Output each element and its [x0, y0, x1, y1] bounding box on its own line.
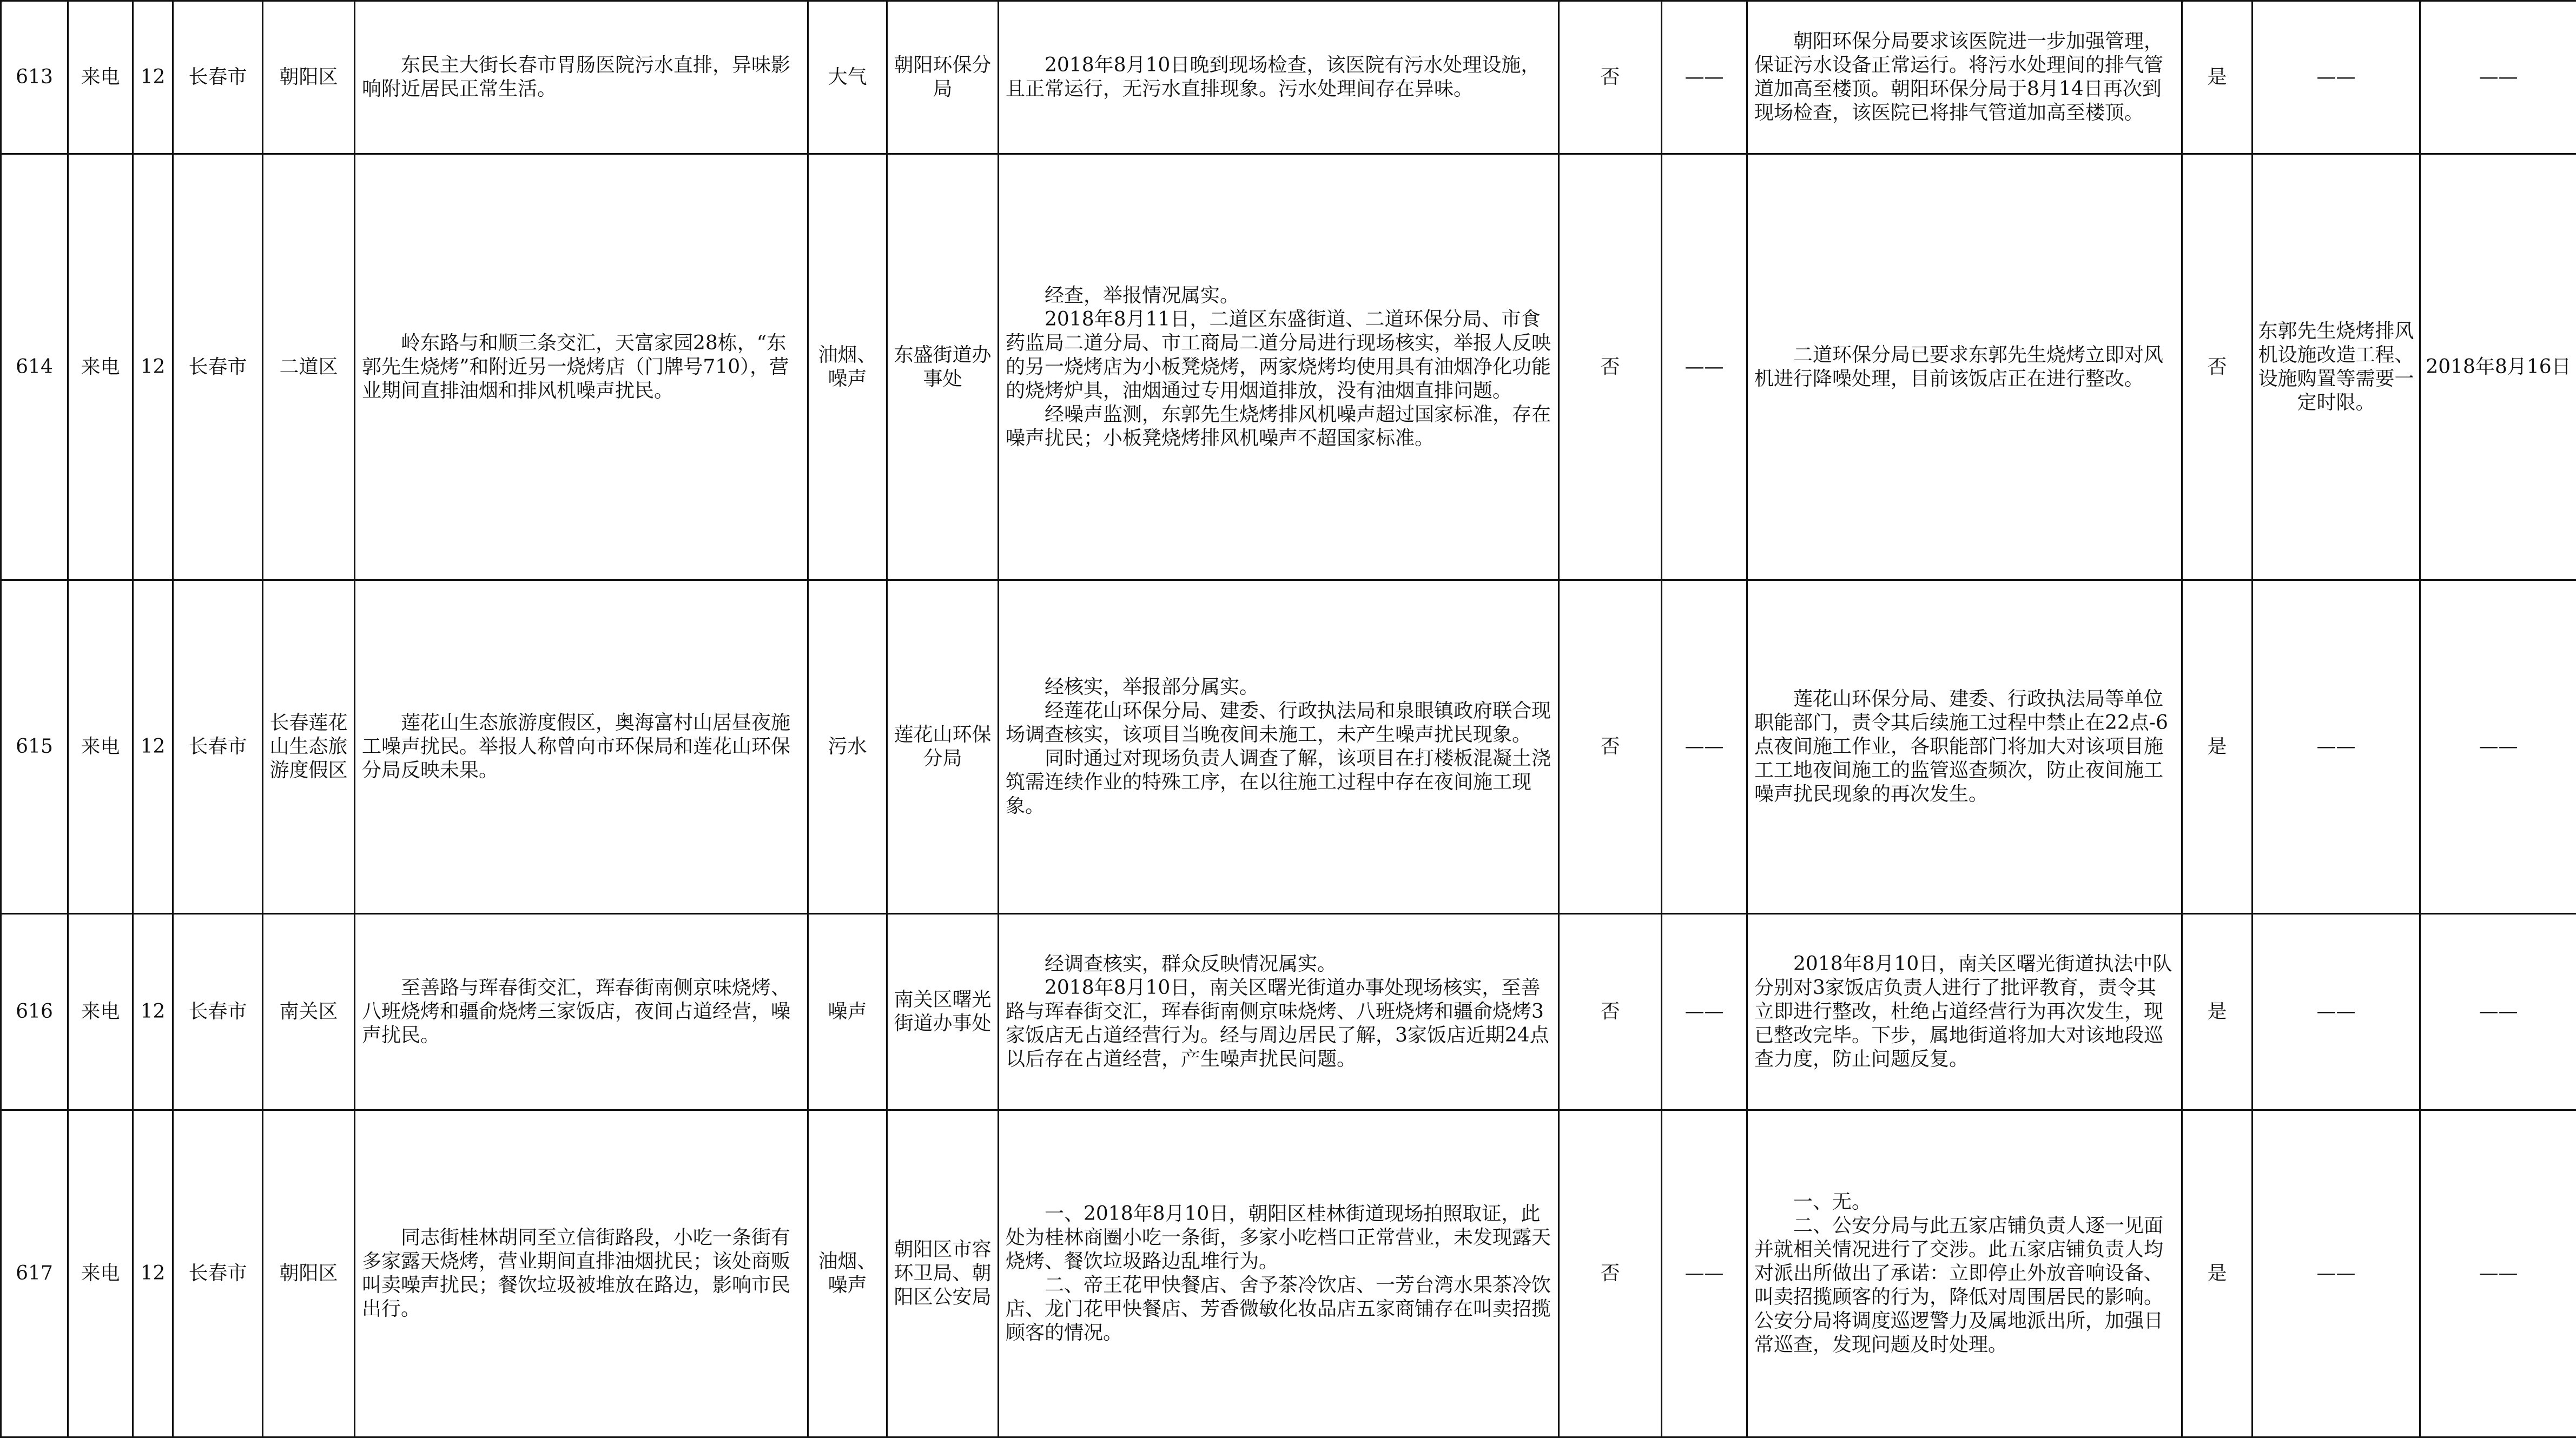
pollution-type-cell: 噪声 — [808, 914, 887, 1110]
batch-cell: 12 — [133, 914, 173, 1110]
handler-cell: 东盛街道办事处 — [887, 154, 999, 580]
result-paragraph: 二道环保分局已要求东郭先生烧烤立即对风机进行降噪处理，目前该饭店正在进行整改。 — [1754, 343, 2175, 391]
table-row — [1, 914, 2576, 1110]
source-cell: 来电 — [68, 154, 133, 580]
table-row — [1, 580, 2576, 914]
source-cell: 来电 — [68, 1, 133, 154]
deadline-cell: —— — [2420, 1, 2576, 154]
findings-paragraph: 经核实，举报部分属实。 — [1006, 675, 1551, 699]
result-paragraph: 莲花山环保分局、建委、行政执法局等单位职能部门，责令其后续施工过程中禁止在22点-6点夜间施工作业，各职能部门将加大对该项目施工工地夜间施工的监管巡查频次，防止夜间施工噪声扰民现象的再次发生。 — [1754, 687, 2175, 806]
verified-flag-cell: 否 — [1559, 580, 1662, 914]
penalty-cell: —— — [1662, 1110, 1747, 1437]
complaint-cell — [355, 154, 808, 580]
pollution-type-cell: 油烟、噪声 — [808, 1110, 887, 1437]
pollution-type-cell: 油烟、噪声 — [808, 154, 887, 580]
result-paragraph: 2018年8月10日，南关区曙光街道执法中队分别对3家饭店负责人进行了批评教育，责令其立即进行整改，杜绝占道经营行为再次发生，现已整改完毕。下步，属地街道将加大对该地段巡查力度，防止问题反复。 — [1754, 952, 2175, 1071]
findings-paragraph: 同时通过对现场负责人调查了解，该项目在打楼板混凝土浇筑需连续作业的特殊工序，在以往施工过程中存在夜间施工现象。 — [1006, 747, 1551, 818]
source-cell: 来电 — [68, 1110, 133, 1437]
findings-cell — [999, 154, 1559, 580]
handler-cell: 朝阳区市容环卫局、朝阳区公安局 — [887, 1110, 999, 1437]
penalty-cell: —— — [1662, 154, 1747, 580]
penalty-cell: —— — [1662, 914, 1747, 1110]
result-paragraph: 一、无。 — [1754, 1190, 2175, 1214]
batch-cell: 12 — [133, 154, 173, 580]
findings-cell — [999, 1, 1559, 154]
findings-cell — [999, 914, 1559, 1110]
source-cell: 来电 — [68, 914, 133, 1110]
result-cell — [1747, 914, 2182, 1110]
complaint-text: 莲花山生态旅游度假区，奥海富村山居昼夜施工噪声扰民。举报人称曾向市环保局和莲花山环保分局反映未果。 — [362, 711, 801, 783]
pollution-type-cell: 污水 — [808, 580, 887, 914]
completed-flag-cell: 是 — [2182, 914, 2253, 1110]
deadline-cell: 2018年8月16日 — [2420, 154, 2576, 580]
complaint-cell — [355, 914, 808, 1110]
findings-paragraph: 经调查核实，群众反映情况属实。 — [1006, 952, 1551, 976]
handler-cell: 朝阳环保分局 — [887, 1, 999, 154]
findings-paragraph: 2018年8月11日，二道区东盛街道、二道环保分局、市食药监局二道分局、市工商局二道分局进行现场核实，举报人反映的另一烧烤店为小板凳烧烤，两家烧烤均使用具有油烟净化功能的烧烤炉具，油烟通过专用烟道排放，没有油烟直排问题。 — [1006, 308, 1551, 403]
batch-cell: 12 — [133, 1, 173, 154]
pollution-type-cell: 大气 — [808, 1, 887, 154]
table-row — [1, 1110, 2576, 1437]
completed-flag-cell: 是 — [2182, 1, 2253, 154]
verified-flag-cell: 否 — [1559, 154, 1662, 580]
city-cell: 长春市 — [173, 580, 263, 914]
district-cell: 二道区 — [263, 154, 355, 580]
result-paragraph: 朝阳环保分局要求该医院进一步加强管理，保证污水设备正常运行。将污水处理间的排气管道加高至楼顶。朝阳环保分局于8月14日再次到现场检查，该医院已将排气管道加高至楼顶。 — [1754, 30, 2175, 125]
findings-paragraph: 一、2018年8月10日，朝阳区桂林街道现场拍照取证，此处为桂林商圈小吃一条街，多家小吃档口正常营业，未发现露天烧烤、餐饮垃圾路边乱堆行为。 — [1006, 1202, 1551, 1274]
verified-flag-cell: 否 — [1559, 914, 1662, 1110]
row-number: 616 — [1, 914, 68, 1110]
source-cell: 来电 — [68, 580, 133, 914]
table-row — [1, 1, 2576, 154]
verified-flag-cell: 否 — [1559, 1, 1662, 154]
handler-cell: 莲花山环保分局 — [887, 580, 999, 914]
complaint-text: 东民主大街长春市胃肠医院污水直排，异味影响附近居民正常生活。 — [362, 54, 801, 101]
deadline-cell: —— — [2420, 1110, 2576, 1437]
result-paragraph: 二、公安分局与此五家店铺负责人逐一见面并就相关情况进行了交涉。此五家店铺负责人均对派出所做出了承诺：立即停止外放音响设备、叫卖招揽顾客的行为，降低对周围居民的影响。 公安分局将调度巡逻警力及属地派出所，加强日常巡查，发现问题及时处理。 — [1754, 1214, 2175, 1357]
complaint-cell — [355, 1, 808, 154]
district-cell: 朝阳区 — [263, 1, 355, 154]
city-cell: 长春市 — [173, 154, 263, 580]
rectification-plan-cell: 东郭先生烧烤排风机设施改造工程、设施购置等需要一定时限。 — [2253, 154, 2420, 580]
complaint-text: 同志街桂林胡同至立信街路段，小吃一条街有多家露天烧烤，营业期间直排油烟扰民；该处商贩叫卖噪声扰民；餐饮垃圾被堆放在路边，影响市民出行。 — [362, 1226, 801, 1321]
batch-cell: 12 — [133, 580, 173, 914]
findings-paragraph: 2018年8月10日，南关区曙光街道办事处现场核实，至善路与珲春街交汇，珲春街南侧京味烧烤、八班烧烤和疆俞烧烤3家饭店无占道经营行为。经与周边居民了解，3家饭店近期24点以后存在占道经营，产生噪声扰民问题。 — [1006, 976, 1551, 1071]
city-cell: 长春市 — [173, 914, 263, 1110]
findings-paragraph: 经噪声监测，东郭先生烧烤排风机噪声超过国家标准，存在噪声扰民；小板凳烧烤排风机噪声不超国家标准。 — [1006, 403, 1551, 450]
rectification-plan-cell: —— — [2253, 580, 2420, 914]
complaint-cell — [355, 580, 808, 914]
row-number: 613 — [1, 1, 68, 154]
row-number: 615 — [1, 580, 68, 914]
district-cell: 南关区 — [263, 914, 355, 1110]
rectification-plan-cell: —— — [2253, 1110, 2420, 1437]
table-row — [1, 154, 2576, 580]
complaint-text: 至善路与珲春街交汇，珲春街南侧京味烧烤、八班烧烤和疆俞烧烤三家饭店，夜间占道经营，噪声扰民。 — [362, 976, 801, 1048]
findings-cell — [999, 1110, 1559, 1437]
rectification-plan-cell: —— — [2253, 914, 2420, 1110]
city-cell: 长春市 — [173, 1, 263, 154]
findings-paragraph: 2018年8月10日晚到现场检查，该医院有污水处理设施，且正常运行，无污水直排现象。污水处理间存在异味。 — [1006, 54, 1551, 101]
complaint-cell — [355, 1110, 808, 1437]
rectification-plan-cell: —— — [2253, 1, 2420, 154]
deadline-cell: —— — [2420, 580, 2576, 914]
findings-paragraph: 经查，举报情况属实。 — [1006, 284, 1551, 308]
district-cell: 朝阳区 — [263, 1110, 355, 1437]
result-cell — [1747, 154, 2182, 580]
row-number: 614 — [1, 154, 68, 580]
result-cell — [1747, 1110, 2182, 1437]
completed-flag-cell: 是 — [2182, 580, 2253, 914]
result-cell — [1747, 580, 2182, 914]
handler-cell: 南关区曙光街道办事处 — [887, 914, 999, 1110]
findings-paragraph: 二、帝王花甲快餐店、舍予茶冷饮店、一芳台湾水果茶冷饮店、龙门花甲快餐店、芳香微敏化妆品店五家商铺存在叫卖招揽顾客的情况。 — [1006, 1274, 1551, 1345]
findings-paragraph: 经莲花山环保分局、建委、行政执法局和泉眼镇政府联合现场调查核实，该项目当晚夜间未施工，未产生噪声扰民现象。 — [1006, 699, 1551, 747]
verified-flag-cell: 否 — [1559, 1110, 1662, 1437]
complaint-text: 岭东路与和顺三条交汇，天富家园28栋，“东郭先生烧烤”和附近另一烧烤店（门牌号710），营业期间直排油烟和排风机噪声扰民。 — [362, 332, 801, 403]
deadline-cell: —— — [2420, 914, 2576, 1110]
city-cell: 长春市 — [173, 1110, 263, 1437]
penalty-cell: —— — [1662, 580, 1747, 914]
district-cell: 长春莲花山生态旅游度假区 — [263, 580, 355, 914]
row-number: 617 — [1, 1110, 68, 1437]
completed-flag-cell: 是 — [2182, 1110, 2253, 1437]
batch-cell: 12 — [133, 1110, 173, 1437]
findings-cell — [999, 580, 1559, 914]
completed-flag-cell: 否 — [2182, 154, 2253, 580]
penalty-cell: —— — [1662, 1, 1747, 154]
result-cell — [1747, 1, 2182, 154]
